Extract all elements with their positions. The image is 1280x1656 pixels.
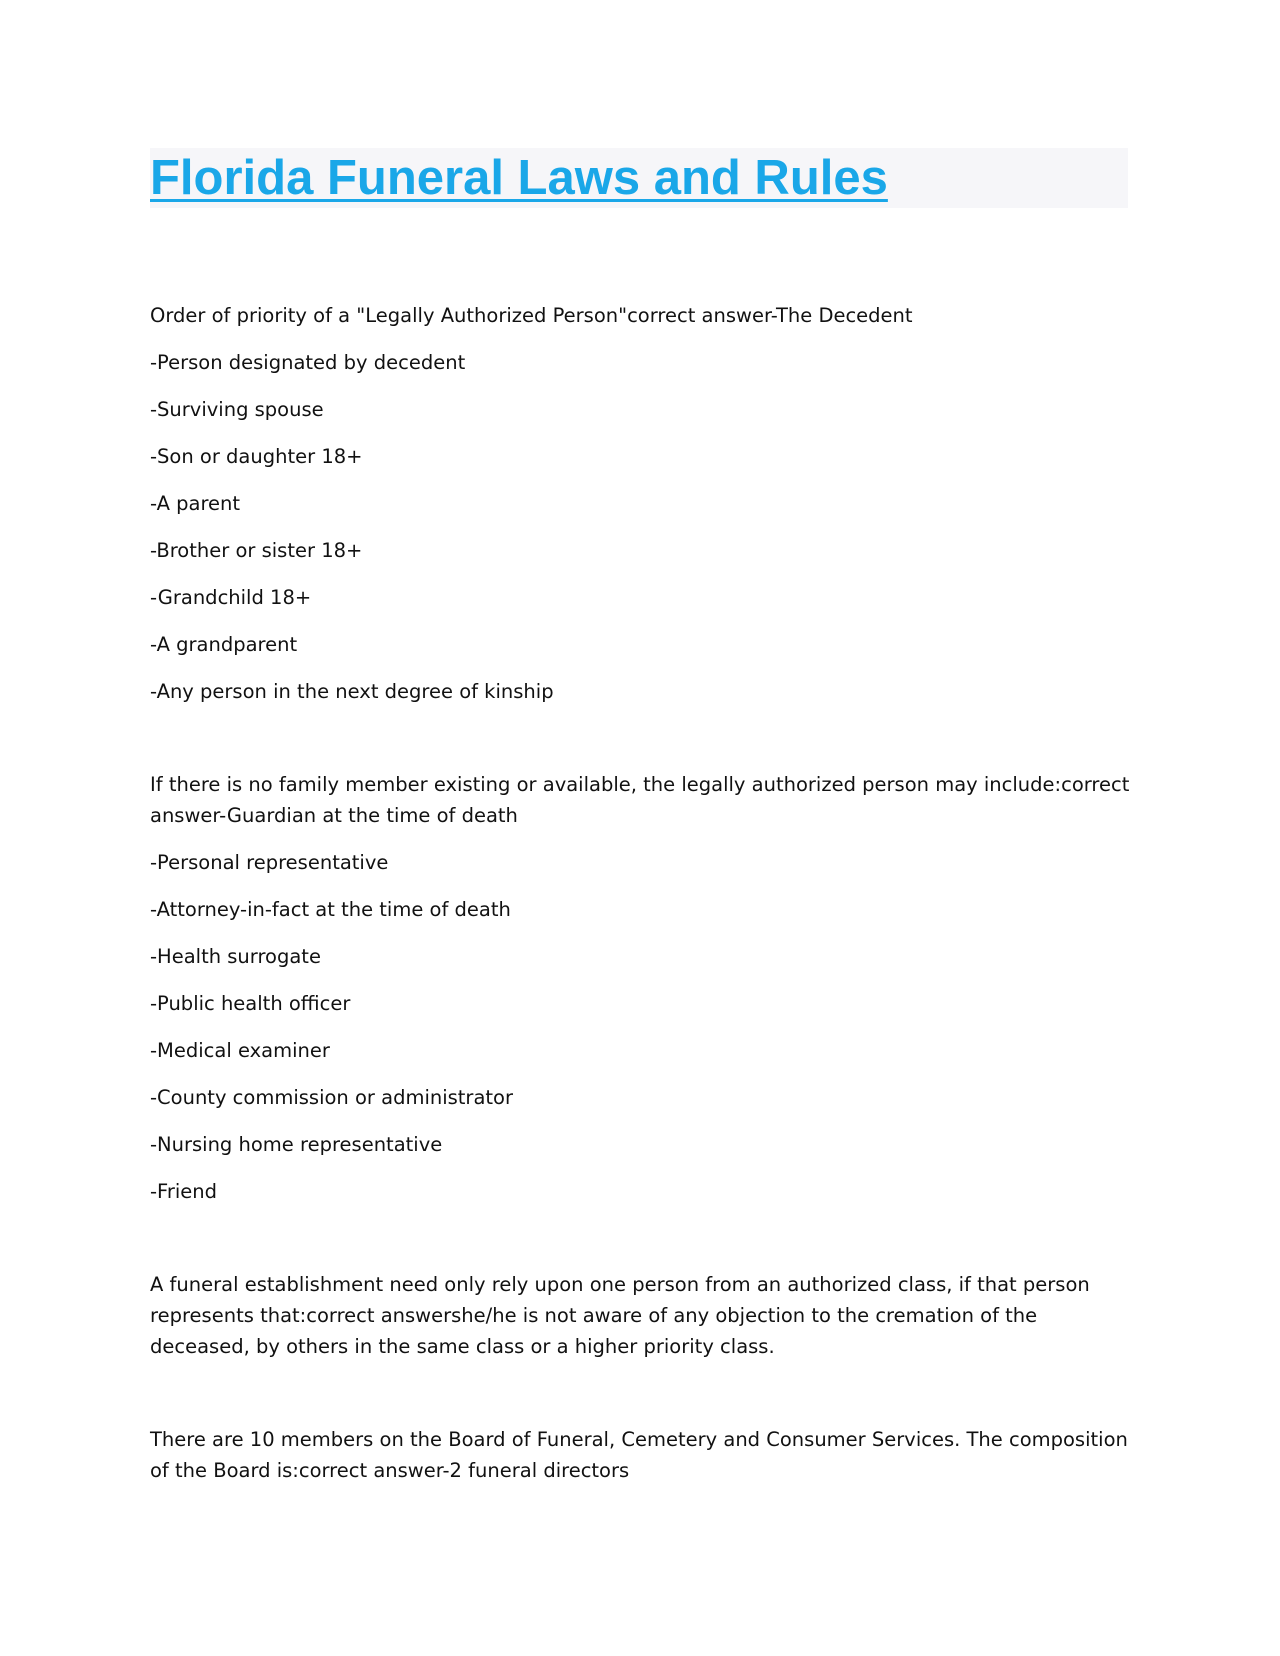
list-item: -A grandparent — [150, 633, 298, 656]
qa-question-no-family-member: If there is no family member existing or available, the legally authorized person may include:correct answer-Guardian at the time of death — [150, 773, 1130, 827]
list-item: -Personal representative — [150, 851, 389, 874]
list-item: -Son or daughter 18+ — [150, 445, 363, 468]
document-title: Florida Funeral Laws and Rules — [150, 151, 888, 205]
qa-question-legally-authorized-person: Order of priority of a "Legally Authorized Person"correct answer-The Decedent — [150, 304, 913, 327]
list-item: -Person designated by decedent — [150, 351, 466, 374]
list-item: -Grandchild 18+ — [150, 586, 312, 609]
document-body — [150, 300, 1135, 1502]
list-item: -Public health officer — [150, 992, 351, 1015]
list-item: -Attorney-in-fact at the time of death — [150, 898, 511, 921]
section-spacer — [150, 723, 1135, 769]
list-item: -Any person in the next degree of kinship — [150, 680, 554, 703]
list-item: -Brother or sister 18+ — [150, 539, 363, 562]
list-item: -Nursing home representative — [150, 1133, 443, 1156]
list-item: -County commission or administrator — [150, 1086, 513, 1109]
section-spacer — [150, 1223, 1135, 1269]
list-item: -Medical examiner — [150, 1039, 330, 1062]
list-item: -Surviving spouse — [150, 398, 324, 421]
qa-question-board-composition: There are 10 members on the Board of Funeral, Cemetery and Consumer Services. The composition of the Board is:correct answer-2 funeral directors — [150, 1428, 1128, 1482]
qa-question-authorized-class: A funeral establishment need only rely upon one person from an authorized class, if that person represents that:correct answershe/he is not aware of any objection to the cremation of the deceased, by others in the same class or a higher priority class. — [150, 1273, 1090, 1358]
list-item: -A parent — [150, 492, 241, 515]
list-item: -Friend — [150, 1180, 218, 1203]
list-item: -Health surrogate — [150, 945, 321, 968]
section-spacer — [150, 1378, 1135, 1424]
